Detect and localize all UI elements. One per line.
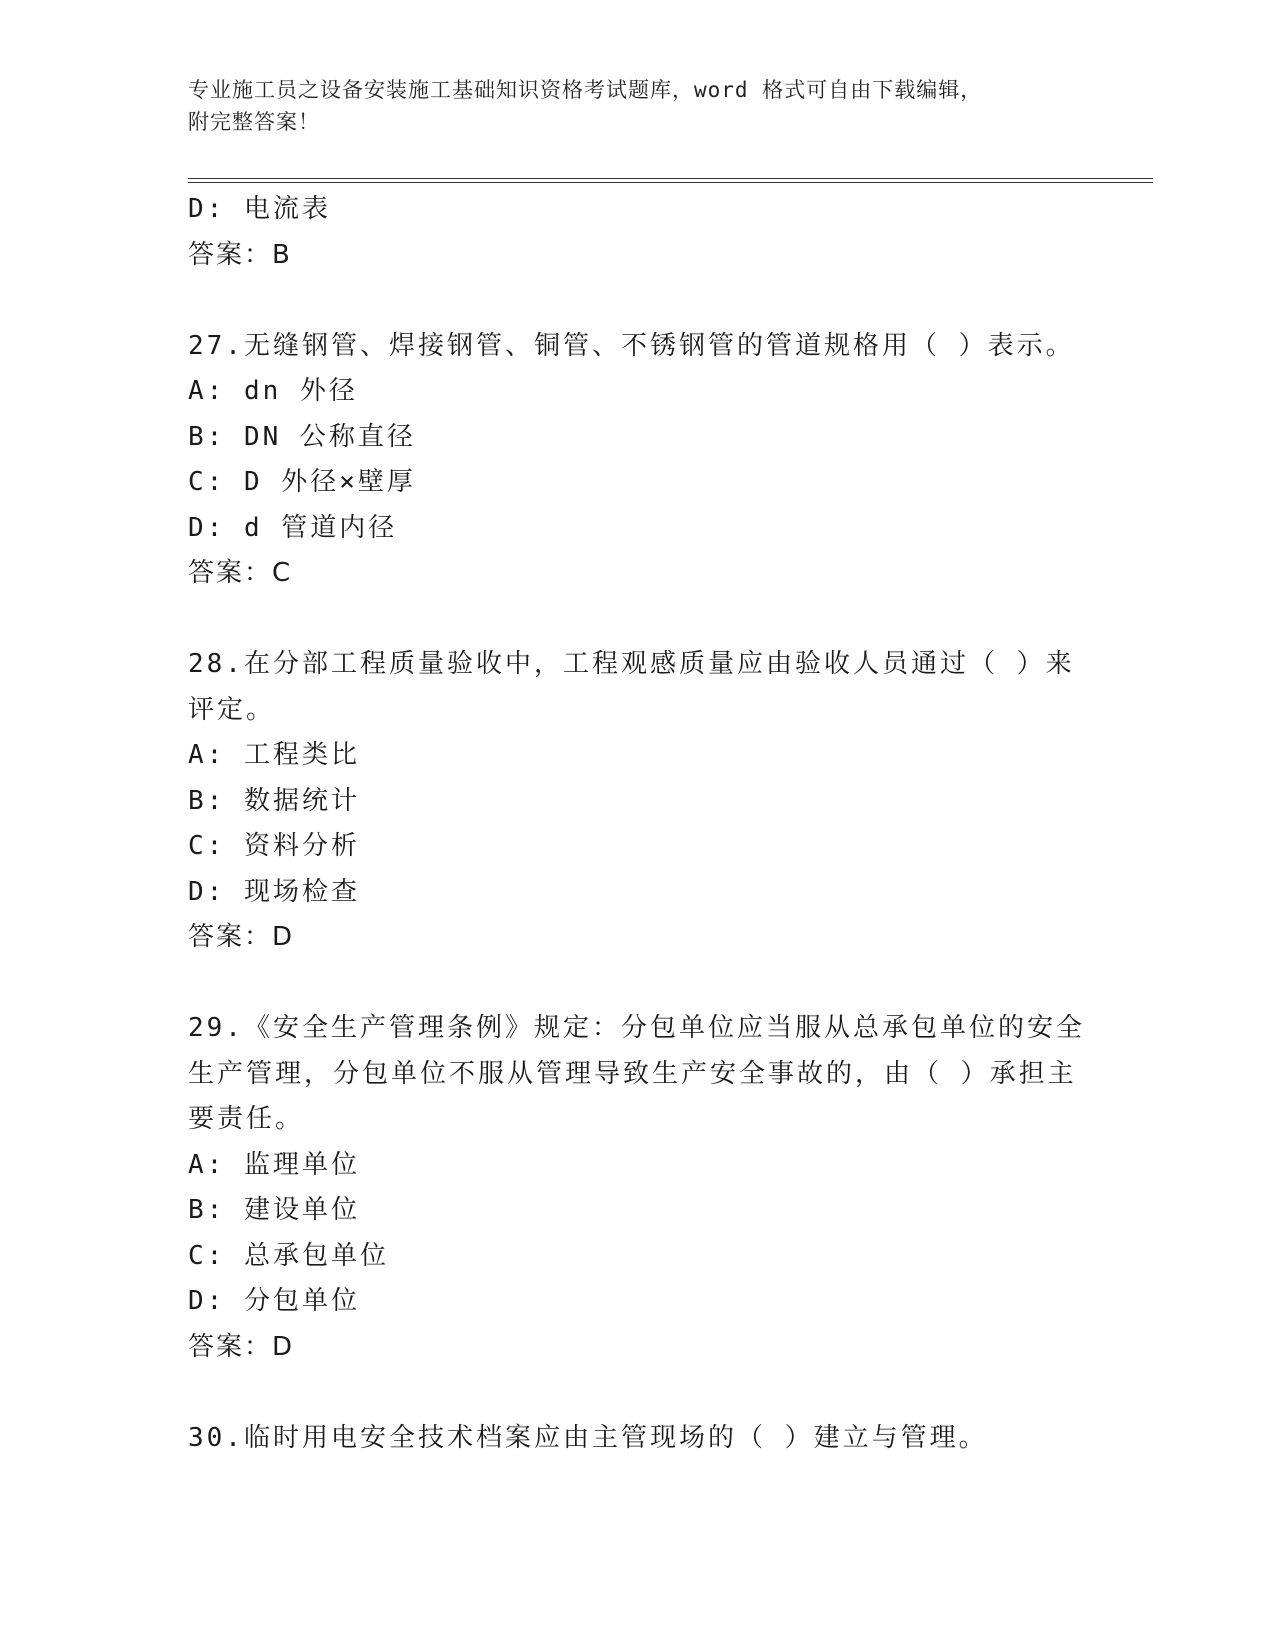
prev-option-d: D: 电流表 xyxy=(188,194,331,224)
q28-stem-line-2: 评定。 xyxy=(188,694,276,725)
q27-option-b: B: DN 公称直径 xyxy=(188,421,416,452)
q27-option-c: C: D 外径×壁厚 xyxy=(188,467,416,497)
q29-option-d: D: 分包单位 xyxy=(188,1286,360,1316)
header-line-1: 专业施工员之设备安装施工基础知识资格考试题库，word 格式可自由下载编辑， xyxy=(188,78,983,102)
q29-option-c: C: 总承包单位 xyxy=(188,1240,389,1271)
q29-stem-line-1: 29.《安全生产管理条例》规定：分包单位应当服从总承包单位的安全 xyxy=(188,1013,1085,1043)
q28-option-d: D: 现场检查 xyxy=(188,876,360,907)
q29-option-a: A: 监理单位 xyxy=(188,1149,360,1180)
spacer xyxy=(188,961,1088,1007)
q30-stem: 30.临时用电安全技术档案应由主管现场的（ ）建立与管理。 xyxy=(188,1422,988,1453)
document-header xyxy=(188,74,1078,138)
q28-option-a: A: 工程类比 xyxy=(188,740,360,770)
prev-answer: 答案：B xyxy=(188,239,292,270)
q27-stem: 27.无缝钢管、焊接钢管、铜管、不锈钢管的管道规格用（ ）表示。 xyxy=(188,330,1075,361)
spacer xyxy=(188,278,1088,324)
q29-stem-line-3: 要责任。 xyxy=(188,1104,305,1134)
question-list xyxy=(188,187,1088,1461)
q28-option-b: B: 数据统计 xyxy=(188,785,360,816)
q29-option-b: B: 建设单位 xyxy=(188,1195,360,1225)
q27-option-d: D: d 管道内径 xyxy=(188,512,398,543)
header-divider xyxy=(188,178,1153,183)
q27-answer: 答案：C xyxy=(188,558,293,588)
q28-stem-line-1: 28.在分部工程质量验收中，工程观感质量应由验收人员通过（ ）来 xyxy=(188,649,1075,679)
header-line-2: 附完整答案！ xyxy=(188,110,320,134)
q29-stem-line-2: 生产管理，分包单位不服从管理导致生产安全事故的，由（ ）承担主 xyxy=(188,1058,1077,1089)
spacer xyxy=(188,1370,1088,1416)
spacer xyxy=(188,597,1088,643)
q29-answer: 答案：D xyxy=(188,1331,295,1362)
q28-option-c: C: 资料分析 xyxy=(188,831,360,861)
q28-answer: 答案：D xyxy=(188,922,295,952)
q27-option-a: A: dn 外径 xyxy=(188,376,358,406)
